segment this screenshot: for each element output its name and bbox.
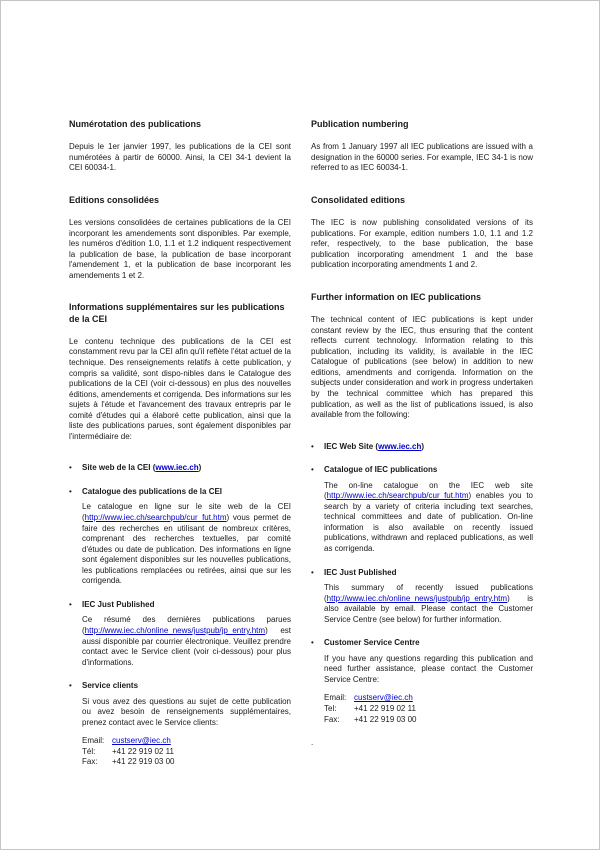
- site-web-title-text: Site web de la CEI (: [82, 463, 156, 473]
- just-published-en-body-text: This summary of recently issued publications (: [324, 583, 533, 603]
- section-heading-publication-numbering: Publication numbering: [311, 119, 409, 129]
- just-published-title: IEC Just Published: [82, 599, 155, 609]
- email-label: Email:: [82, 736, 105, 746]
- just-published-body-text-after: ) est aussi disponible par courrier électronique. Veuillez prendre contact avec le Service client (voir ci-dessous) pour plus d'informations.: [82, 625, 291, 667]
- email-line: [324, 693, 533, 704]
- bullet-icon: •: [311, 638, 314, 648]
- tel-line: [82, 747, 291, 758]
- section-heading-editions-consolidees: Editions consolidées: [69, 194, 160, 205]
- informations-supplementaires-body: Le contenu technique des publications de la CEI est constamment revu par la CEI afin qu'il reflète l'état actuel de la technique. Des renseignements relatifs à cette publication, y compris sa validité, sont dispo-nibles dans le Catalogue des publications de la CEI (voir ci-dessous) en plus des nouvelles éditions, amendements et corrigenda. Des informations sur les sujets à l'étude et l'avancement des travaux entrepris par le comité d'études qui a élaboré cette publication, ainsi que la liste des publications parues, sont également disponibles par l'intermédiaire de:: [69, 336, 291, 441]
- iec-website-link[interactable]: www.iec.ch: [155, 463, 199, 473]
- catalogue-en-body-text: The on-line catalogue on the IEC web site (: [324, 480, 533, 501]
- just-published-body-text: Ce résumé des dernières publications parues (: [82, 615, 291, 635]
- site-web-title: [82, 463, 201, 474]
- tel-label: Tel:: [324, 703, 337, 713]
- service-clients-title: Service clients: [82, 681, 139, 691]
- english-bullet-list: [311, 442, 533, 749]
- service-clients-body: Si vous avez des questions au sujet de cette publication ou avez besoin de renseignements supplémentaires, prenez contact avec le Service clients:: [82, 696, 291, 727]
- bullet-icon: •: [311, 567, 314, 577]
- further-information-body: The technical content of IEC publications is kept under constant review by the IEC, thus ensuring that the content reflects current technology. Information relating to this publication, including its validity, is available in the IEC Catalogue of publications (see below) in addition to new editions, amendments and corrigenda. Information on the subjects under consideration and work in progress undertaken by the technical committee which has prepared this publication, as well as the list of publications issued, is also available from the following:: [311, 315, 533, 420]
- catalogue-en-body: [324, 481, 533, 555]
- section-heading-consolidated-editions: Consolidated editions: [311, 194, 406, 205]
- fax-label: Fax:: [324, 714, 340, 724]
- contact-block-en: [324, 693, 533, 725]
- catalogue-body-text-after: ) vous permet de faire des recherches en utilisant de nombreux critères, comprenant des recherches textuelles, par comité d'études ou date de publication. Des informations en ligne sont également disponibles sur les nouvelles publications, les publications remplacées ou retirées, ainsi que sur les corrigenda.: [82, 513, 291, 586]
- tel-value: +41 22 919 02 11: [354, 703, 416, 713]
- iec-website-link[interactable]: www.iec.ch: [378, 441, 422, 451]
- bullet-catalogue: [69, 487, 291, 587]
- tel-label: Tél:: [82, 746, 96, 756]
- site-web-title-close: ): [198, 463, 202, 473]
- customer-service-title: Customer Service Centre: [324, 638, 420, 648]
- two-column-layout: [69, 119, 533, 781]
- just-published-body: [82, 615, 291, 668]
- catalogue-en-body-text-after: ) enables you to search by a variety of criteria including text searches, technical committees and date of publication. On-line information is also available on recently issued publications, withdrawn and replaced publications, as well as corrigenda.: [324, 491, 533, 553]
- contact-block-fr: [82, 736, 291, 768]
- tel-value: +41 22 919 02 11: [112, 746, 174, 756]
- publication-numbering-body: As from 1 January 1997 all IEC publications are issued with a designation in the 60000 series. For example, IEC 34-1 is now referred to as IEC 60034-1.: [311, 142, 533, 173]
- bullet-icon: •: [69, 486, 72, 496]
- bullet-customer-service: [311, 638, 533, 725]
- email-link[interactable]: custserv@iec.ch: [112, 736, 171, 746]
- bullet-catalogue-en: [311, 465, 533, 554]
- stray-period: .: [311, 738, 314, 748]
- catalogue-body: [82, 502, 291, 586]
- catalogue-en-title: Catalogue of IEC publications: [324, 465, 438, 475]
- customer-service-body: If you have any questions regarding this publication and need further assistance, please contact the Customer Service Centre:: [324, 653, 533, 684]
- fax-line: [82, 757, 291, 768]
- bullet-just-published: [69, 600, 291, 668]
- section-heading-numerotation: Numérotation des publications: [69, 119, 202, 129]
- section-heading-informations-supplementaires: Informations supplémentaires sur les publications de la CEI: [69, 302, 285, 324]
- searchpub-url-link[interactable]: http://www.iec.ch/searchpub/cur_fut.htm: [84, 513, 227, 523]
- justpub-url-link[interactable]: http://www.iec.ch/online_news/justpub/jp_entry.htm: [326, 593, 508, 603]
- just-published-en-title: IEC Just Published: [324, 567, 397, 577]
- iec-web-site-title-close: ): [421, 441, 425, 451]
- consolidated-editions-body: The IEC is now publishing consolidated versions of its publications. For example, edition numbers 1.0, 1.1 and 1.2 refer, respectively, to the base publication, the base publication incorporating amendment 1 and the base publication incorporating amendments 1 and 2.: [311, 218, 533, 270]
- english-column: [311, 119, 533, 781]
- catalogue-title: Catalogue des publications de la CEI: [82, 486, 223, 496]
- iec-web-site-title: [324, 442, 424, 453]
- bullet-icon: •: [69, 599, 72, 609]
- fax-value: +41 22 919 03 00: [354, 714, 417, 724]
- bullet-icon: •: [69, 681, 72, 691]
- searchpub-url-link[interactable]: http://www.iec.ch/searchpub/cur_fut.htm: [326, 491, 469, 501]
- email-line: [82, 736, 291, 747]
- bullet-iec-web-site: [311, 442, 533, 453]
- email-label: Email:: [324, 693, 347, 703]
- email-link[interactable]: custserv@iec.ch: [354, 693, 413, 703]
- tel-line: [324, 704, 533, 715]
- catalogue-body-text: Le catalogue en ligne sur le site web de la CEI (: [82, 502, 291, 523]
- fax-label: Fax:: [82, 757, 98, 767]
- french-column: [69, 119, 291, 781]
- bullet-icon: •: [69, 463, 72, 473]
- iec-web-site-title-text: IEC Web Site (: [324, 441, 379, 451]
- fax-value: +41 22 919 03 00: [112, 757, 175, 767]
- bullet-site-web: [69, 463, 291, 474]
- editions-consolidees-body: Les versions consolidées de certaines publications de la CEI incorporant les amendements sont disponibles. Par exemple, les numéros d'édition 1.0, 1.1 et 1.2 indiquent respectivement la publication de base, la publication de base incorporant l'amendement 1, et la publication de base incorporant les amendements 1 et 2.: [69, 218, 291, 280]
- bullet-icon: •: [311, 465, 314, 475]
- just-published-en-body: [324, 583, 533, 625]
- justpub-url-link[interactable]: http://www.iec.ch/online_news/justpub/jp_entry.htm: [84, 625, 266, 635]
- fax-line: [324, 715, 533, 726]
- section-heading-further-information: Further information on IEC publications: [311, 291, 481, 302]
- just-published-en-body-text-after: ) is also available by email. Please contact the Customer Service Centre (see below) for further information.: [324, 593, 533, 624]
- bullet-service-clients: [69, 681, 291, 768]
- french-bullet-list: [69, 463, 291, 768]
- bullet-just-published-en: [311, 568, 533, 626]
- bullet-icon: •: [311, 441, 314, 451]
- numerotation-body: Depuis le 1er janvier 1997, les publications de la CEI sont numérotées à partir de 60000. Ainsi, la CEI 34-1 devient la CEI 60034-1.: [69, 142, 291, 173]
